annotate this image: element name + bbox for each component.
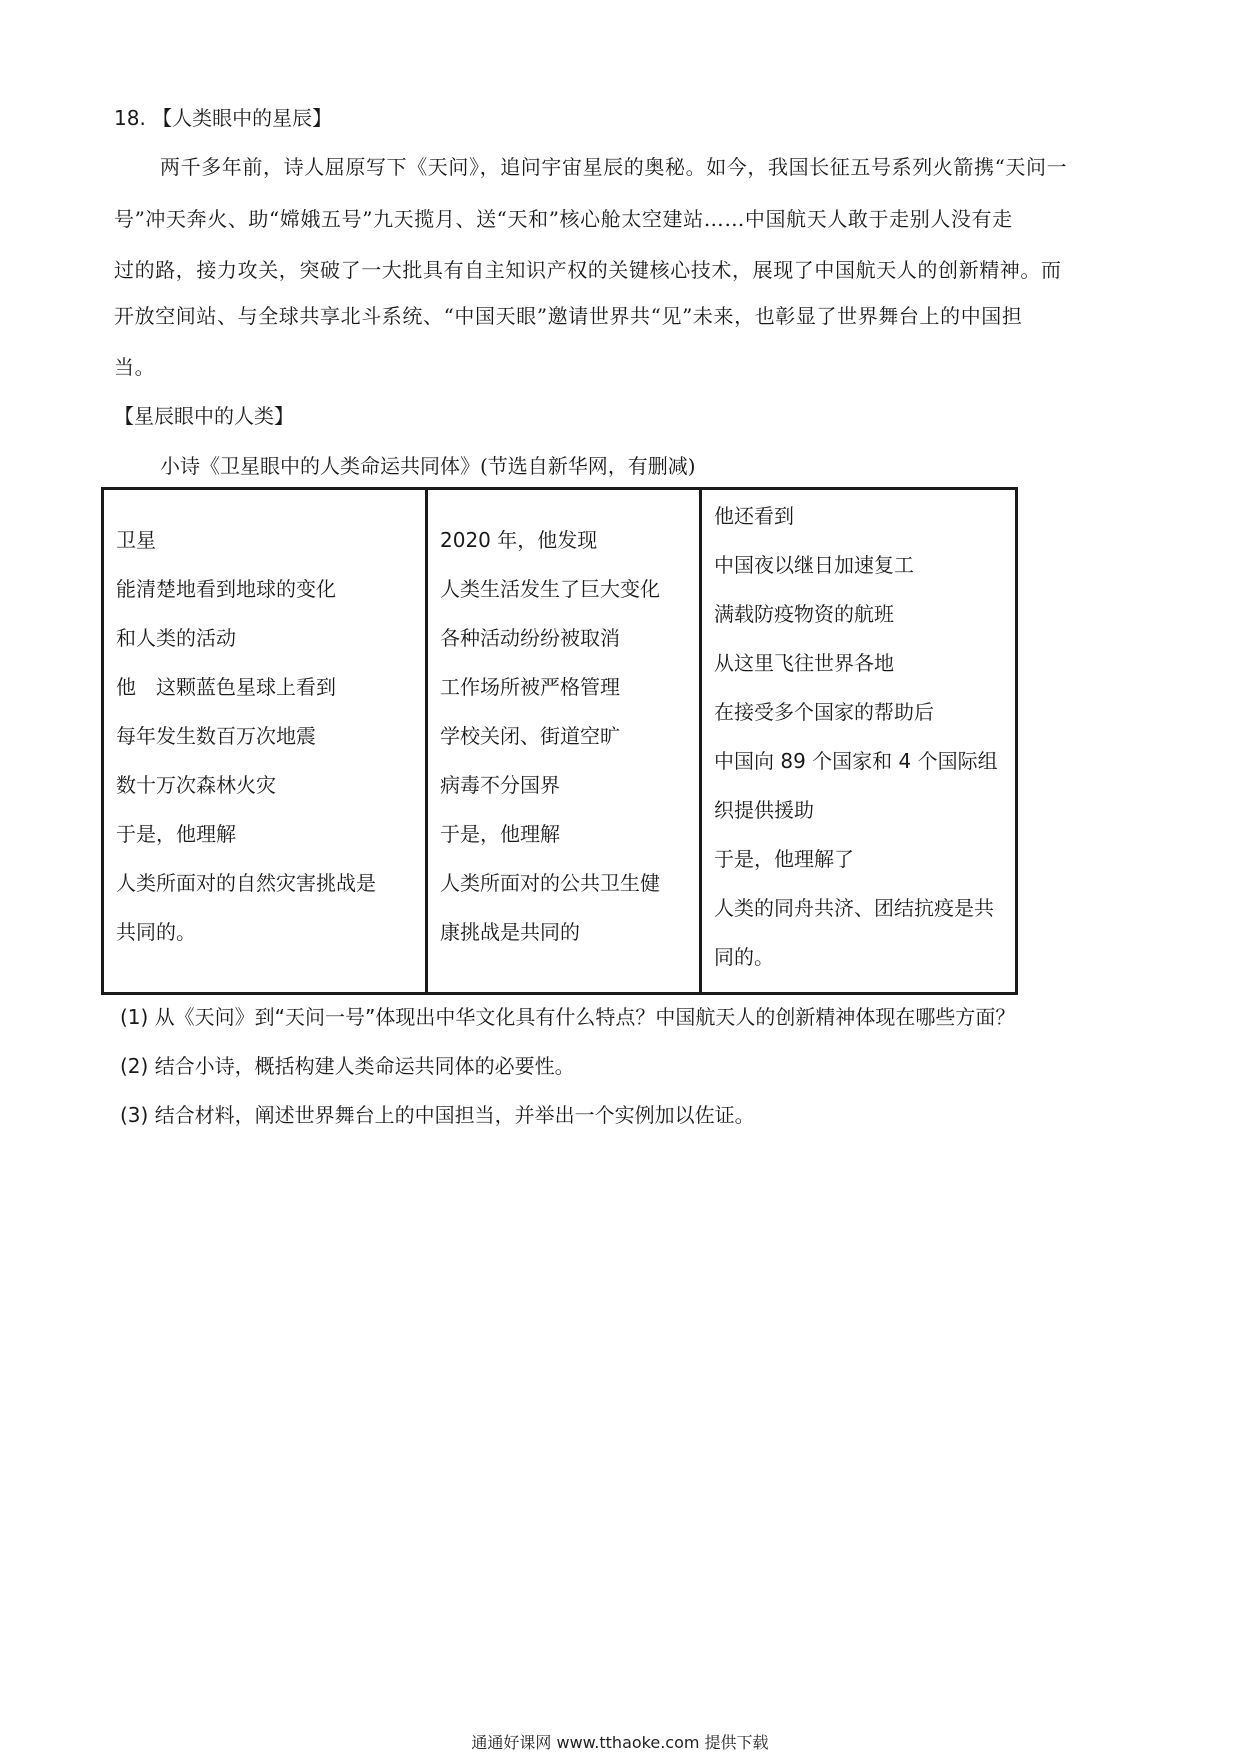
poem-line: 工作场所被严格管理	[440, 675, 620, 699]
section1-heading: 18. 【人类眼中的星辰】	[114, 106, 333, 130]
poem-line: 2020 年，他发现	[440, 528, 598, 552]
poem-line: 人类的同舟共济、团结抗疫是共	[714, 896, 994, 920]
poem-line: 同的。	[714, 945, 774, 969]
poem-line: 人类所面对的自然灾害挑战是	[116, 871, 376, 895]
paragraph-line: 开放空间站、与全球共享北斗系统、“中国天眼”邀请世界共“见”未来，也彰显了世界舞台上的中国担	[114, 304, 1023, 328]
paragraph-line: 当。	[114, 355, 156, 379]
table-row	[103, 489, 1017, 994]
poem-line: 于是，他理解	[440, 822, 560, 846]
poem-line: 于是，他理解了	[714, 847, 854, 871]
section2-heading: 【星辰眼中的人类】	[114, 404, 294, 428]
poem-line: 康挑战是共同的	[440, 920, 580, 944]
poem-line: 他 这颗蓝色星球上看到	[116, 675, 336, 699]
paragraph-line: 两千多年前，诗人屈原写下《天问》，追问宇宙星辰的奥秘。如今，我国长征五号系列火箭携“天问一	[160, 155, 1068, 179]
poem-line: 在接受多个国家的帮助后	[714, 700, 934, 724]
poem-line: 中国夜以继日加速复工	[714, 553, 914, 577]
poem-table	[101, 487, 1018, 995]
poem-line: 人类生活发生了巨大变化	[440, 577, 660, 601]
poem-column-satellite	[103, 489, 427, 994]
paragraph-line: 过的路，接力攻关，突破了一大批具有自主知识产权的关键核心技术，展现了中国航天人的创新精神。而	[114, 258, 1062, 282]
question-2: (2) 结合小诗，概括构建人类命运共同体的必要性。	[120, 1054, 575, 1078]
poem-line: 卫星	[116, 528, 156, 552]
poem-line: 满载防疫物资的航班	[714, 602, 894, 626]
question-3: (3) 结合材料，阐述世界舞台上的中国担当，并举出一个实例加以佐证。	[120, 1103, 755, 1127]
poem-caption: 小诗《卫星眼中的人类命运共同体》(节选自新华网，有删减)	[160, 454, 696, 478]
poem-line: 各种活动纷纷被取消	[440, 626, 620, 650]
poem-line: 织提供援助	[714, 798, 814, 822]
poem-line: 于是，他理解	[116, 822, 236, 846]
poem-line: 每年发生数百万次地震	[116, 724, 316, 748]
poem-line: 中国向 89 个国家和 4 个国际组	[714, 749, 998, 773]
poem-column-china	[701, 489, 1017, 994]
footer-source: 通通好课网 www.tthaoke.com 提供下载	[471, 1733, 769, 1752]
poem-column-2020	[427, 489, 701, 994]
poem-line: 共同的。	[116, 920, 196, 944]
poem-line: 人类所面对的公共卫生健	[440, 871, 660, 895]
poem-line: 学校关闭、街道空旷	[440, 724, 620, 748]
paragraph-line: 号”冲天奔火、助“嫦娥五号”九天揽月、送“天和”核心舱太空建站……中国航天人敢于走别人没有走	[114, 207, 1013, 231]
poem-line: 能清楚地看到地球的变化	[116, 577, 336, 601]
poem-line: 数十万次森林火灾	[116, 773, 276, 797]
poem-line: 和人类的活动	[116, 626, 236, 650]
question-1: (1) 从《天问》到“天问一号”体现出中华文化具有什么特点？中国航天人的创新精神体现在哪些方面？	[120, 1005, 1016, 1029]
poem-line: 病毒不分国界	[440, 773, 560, 797]
poem-line: 他还看到	[714, 504, 794, 528]
poem-line: 从这里飞往世界各地	[714, 651, 894, 675]
